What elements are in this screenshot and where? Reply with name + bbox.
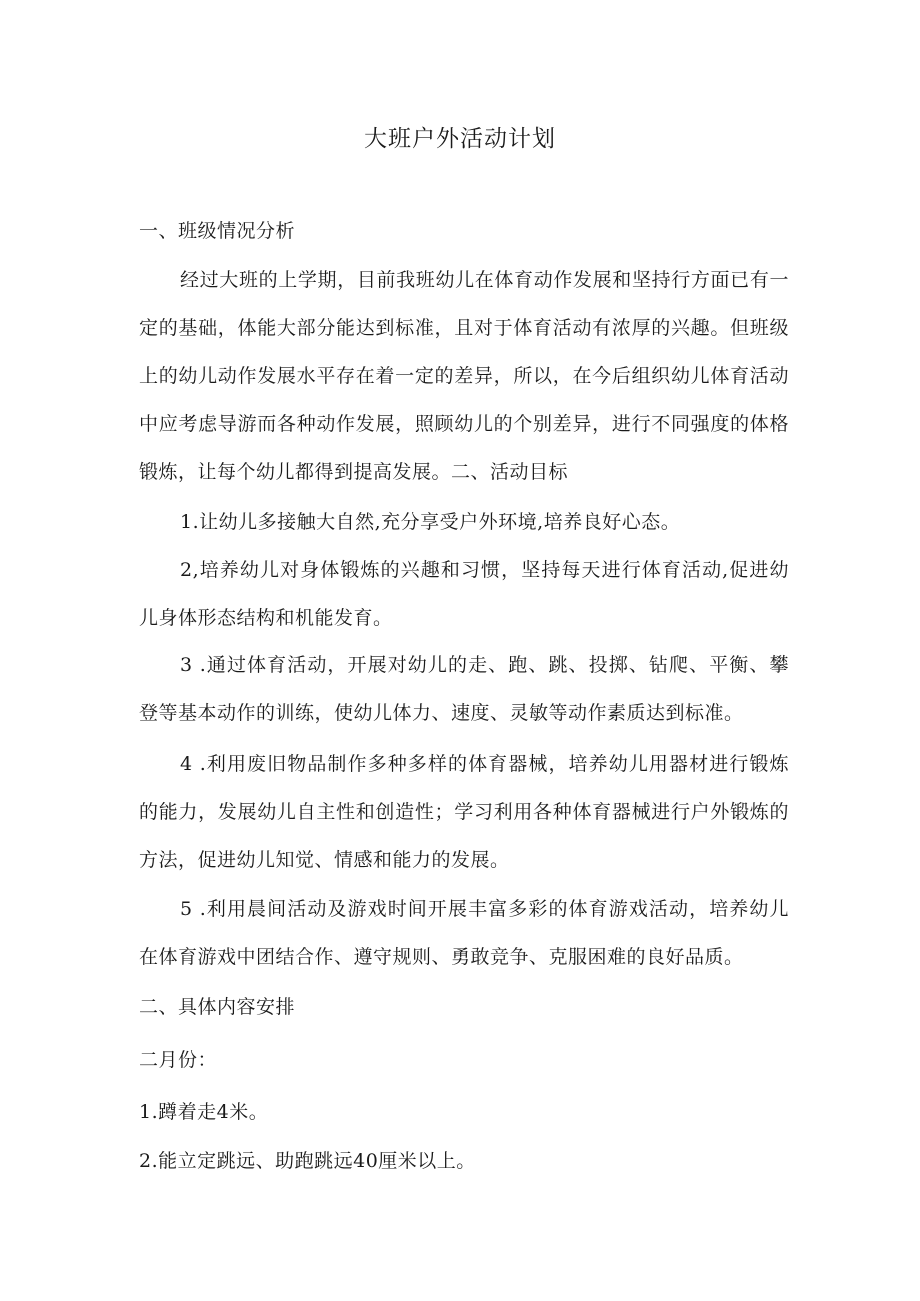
goal-item-5: 5 .利用晨间活动及游戏时间开展丰富多彩的体育游戏活动，培养幼儿在体育游戏中团结合作、遵守规则、勇敢竞争、克服困难的良好品质。 (139, 898, 789, 968)
goal-item-4: 4 .利用废旧物品制作多种多样的体育器械，培养幼儿用器材进行锻炼的能力，发展幼儿自主性和创造性；学习利用各种体育器械进行户外锻炼的方法，促进幼儿知觉、情感和能力的发展。 (139, 753, 789, 871)
plan-item-1: 1.蹲着走4米。 (139, 1101, 269, 1123)
document-title: 大班户外活动计划 (364, 126, 556, 152)
section-heading-class-analysis: 一、班级情况分析 (139, 220, 296, 242)
plan-item-2: 2.能立定跳远、助跑跳远40厘米以上。 (139, 1150, 476, 1172)
goal-item-1: 1.让幼儿多接触大自然,充分享受户外环境,培养良好心态。 (180, 511, 681, 533)
month-label: 二月份： (139, 1049, 218, 1071)
goal-item-2: 2,培养幼儿对身体锻炼的兴趣和习惯，坚持每天进行体育活动,促进幼儿身体形态结构和机能发育。 (139, 559, 789, 629)
paragraph-class-analysis: 经过大班的上学期，目前我班幼儿在体育动作发展和坚持行方面已有一定的基础，体能大部分能达到标准，且对于体育活动有浓厚的兴趣。但班级上的幼儿动作发展水平存在着一定的差异，所以，在今后组织幼儿体育活动中应考虑导游而各种动作发展，照顾幼儿的个别差异，进行不同强度的体格锻炼，让每个幼儿都得到提高发展。二、活动目标 (139, 269, 789, 483)
goal-item-3: 3 .通过体育活动，开展对幼儿的走、跑、跳、投掷、钻爬、平衡、攀登等基本动作的训练，使幼儿体力、速度、灵敏等动作素质达到标准。 (139, 654, 789, 724)
section-heading-content-plan: 二、具体内容安排 (139, 996, 296, 1018)
